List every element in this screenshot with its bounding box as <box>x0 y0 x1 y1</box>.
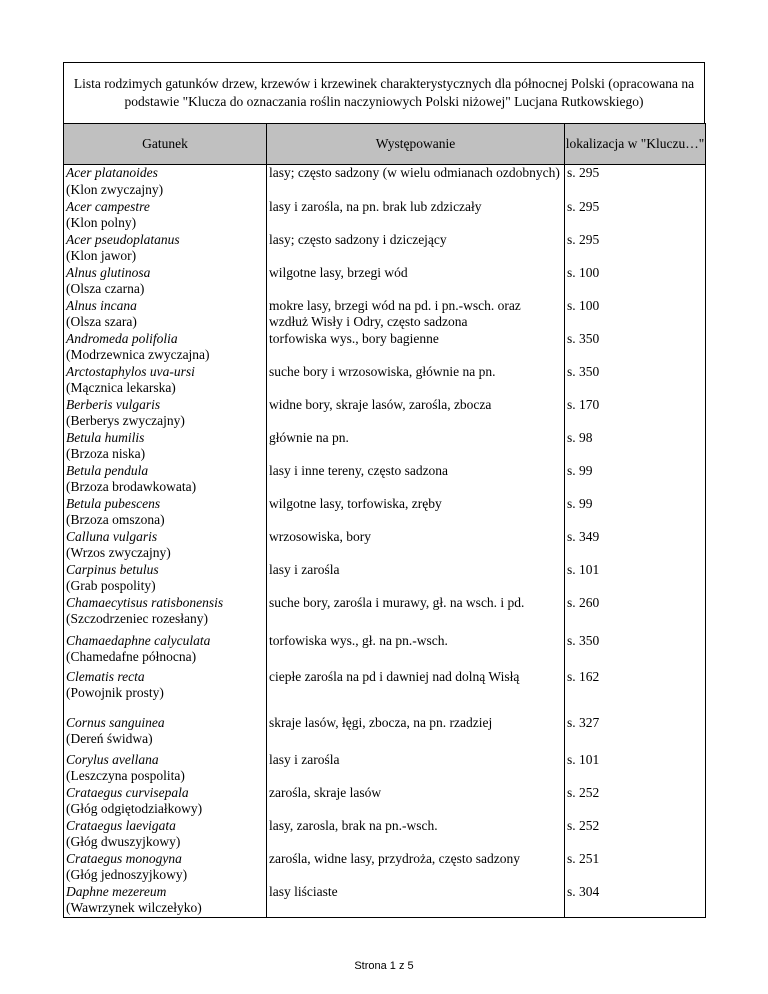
page-reference-cell: s. 350 <box>565 364 706 397</box>
species-cell <box>64 752 267 785</box>
page-reference-cell: s. 101 <box>565 752 706 785</box>
latin-name: Andromeda polifolia <box>66 330 178 346</box>
polish-name: (Mącznica lekarska) <box>66 380 176 395</box>
page-reference-cell: s. 162 <box>565 669 706 715</box>
species-cell <box>64 669 267 715</box>
page-reference-cell: s. 295 <box>565 165 706 199</box>
polish-name: (Szczodrzeniec rozesłany) <box>66 611 209 626</box>
latin-name: Berberis vulgaris <box>66 396 161 412</box>
species-cell <box>64 884 267 918</box>
polish-name: (Leszczyna pospolita) <box>66 768 185 783</box>
page-reference-cell: s. 252 <box>565 818 706 851</box>
latin-name: Alnus glutinosa <box>66 264 151 280</box>
page-reference-cell: s. 327 <box>565 715 706 752</box>
page-reference-cell: s. 295 <box>565 199 706 232</box>
polish-name: (Głóg odgiętodziałkowy) <box>66 801 203 816</box>
table-row <box>64 529 706 562</box>
table-row <box>64 851 706 884</box>
polish-name: (Olsza szara) <box>66 314 137 329</box>
occurrence-cell: suche bory, zarośla i murawy, gł. na wsch. i pd. <box>267 595 565 633</box>
species-table <box>63 123 706 918</box>
polish-name: (Berberys zwyczajny) <box>66 413 185 428</box>
page-reference-cell: s. 100 <box>565 298 706 331</box>
header-location: lokalizacja w "Kluczu…" <box>565 124 706 165</box>
table-row <box>64 298 706 331</box>
polish-name: (Brzoza niska) <box>66 446 146 461</box>
page-reference-cell: s. 304 <box>565 884 706 918</box>
table-row <box>64 595 706 633</box>
table-row <box>64 165 706 199</box>
occurrence-cell: lasy; często sadzony i dziczejący <box>267 232 565 265</box>
species-cell <box>64 633 267 669</box>
species-cell <box>64 818 267 851</box>
species-cell <box>64 199 267 232</box>
species-cell <box>64 715 267 752</box>
latin-name: Cornus sanguinea <box>66 714 165 730</box>
occurrence-cell: lasy i zarośla <box>267 752 565 785</box>
page-reference-cell: s. 252 <box>565 785 706 818</box>
occurrence-cell: torfowiska wys., gł. na pn.-wsch. <box>267 633 565 669</box>
page-reference-cell: s. 99 <box>565 496 706 529</box>
table-row <box>64 818 706 851</box>
species-cell <box>64 562 267 595</box>
latin-name: Daphne mezereum <box>66 883 167 899</box>
polish-name: (Klon polny) <box>66 215 137 230</box>
polish-name: (Brzoza brodawkowata) <box>66 479 197 494</box>
latin-name: Arctostaphylos uva-ursi <box>66 363 195 379</box>
occurrence-cell: wilgotne lasy, torfowiska, zręby <box>267 496 565 529</box>
species-cell <box>64 463 267 496</box>
latin-name: Crataegus monogyna <box>66 850 182 866</box>
table-row <box>64 752 706 785</box>
table-row <box>64 364 706 397</box>
table-header-row <box>64 124 706 165</box>
page-reference-cell: s. 251 <box>565 851 706 884</box>
page-footer: Strona 1 z 5 <box>354 960 414 972</box>
latin-name: Chamaecytisus ratisbonensis <box>66 594 224 610</box>
latin-name: Acer campestre <box>66 198 150 214</box>
page-reference-cell: s. 350 <box>565 331 706 364</box>
latin-name: Betula pendula <box>66 462 149 478</box>
latin-name: Acer platanoides <box>66 165 158 180</box>
table-row <box>64 430 706 463</box>
table-row <box>64 463 706 496</box>
page-reference-cell: s. 350 <box>565 633 706 669</box>
occurrence-cell: suche bory i wrzosowiska, głównie na pn. <box>267 364 565 397</box>
species-cell <box>64 851 267 884</box>
page-reference-cell: s. 99 <box>565 463 706 496</box>
polish-name: (Wrzos zwyczajny) <box>66 545 171 560</box>
latin-name: Crataegus laevigata <box>66 817 176 833</box>
polish-name: (Wawrzynek wilczełyko) <box>66 900 202 915</box>
page-reference-cell: s. 100 <box>565 265 706 298</box>
polish-name: (Głóg jednoszyjkowy) <box>66 867 188 882</box>
page-reference-cell: s. 101 <box>565 562 706 595</box>
page-reference-cell: s. 170 <box>565 397 706 430</box>
latin-name: Betula pubescens <box>66 495 161 511</box>
table-row <box>64 496 706 529</box>
polish-name: (Klon zwyczajny) <box>66 181 164 197</box>
species-cell <box>64 298 267 331</box>
occurrence-cell: zarośla, skraje lasów <box>267 785 565 818</box>
table-row <box>64 715 706 752</box>
document-title: Lista rodzimych gatunków drzew, krzewów i krzewinek charakterystycznych dla północnej Polski (opracowana na podstawie "Klucza do oznaczania roślin naczyniowych Polski niżowej" Lucjana Rutkowskiego) <box>63 62 705 124</box>
table-row <box>64 669 706 715</box>
polish-name: (Głóg dwuszyjkowy) <box>66 834 181 849</box>
table-row <box>64 884 706 918</box>
latin-name: Crataegus curvisepala <box>66 784 189 800</box>
table-row <box>64 199 706 232</box>
occurrence-cell: głównie na pn. <box>267 430 565 463</box>
table-row <box>64 785 706 818</box>
header-occurrence: Występowanie <box>267 124 565 165</box>
table-row <box>64 562 706 595</box>
species-cell <box>64 496 267 529</box>
occurrence-cell: skraje lasów, łęgi, zbocza, na pn. rzadziej <box>267 715 565 752</box>
latin-name: Corylus avellana <box>66 751 159 767</box>
table-row <box>64 397 706 430</box>
occurrence-cell: torfowiska wys., bory bagienne <box>267 331 565 364</box>
occurrence-cell: lasy i inne tereny, często sadzona <box>267 463 565 496</box>
header-species: Gatunek <box>64 124 267 165</box>
occurrence-cell: lasy, zarosla, brak na pn.-wsch. <box>267 818 565 851</box>
occurrence-cell: lasy liściaste <box>267 884 565 918</box>
page-reference-cell: s. 98 <box>565 430 706 463</box>
polish-name: (Grab pospolity) <box>66 578 156 593</box>
species-cell <box>64 165 267 199</box>
occurrence-cell: lasy; często sadzony (w wielu odmianach ozdobnych) <box>267 165 565 199</box>
latin-name: Chamaedaphne calyculata <box>66 632 211 648</box>
page-reference-cell: s. 349 <box>565 529 706 562</box>
polish-name: (Brzoza omszona) <box>66 512 165 527</box>
polish-name: (Dereń świdwa) <box>66 731 153 746</box>
table-body <box>64 165 706 918</box>
table-row <box>64 265 706 298</box>
occurrence-cell: zarośla, widne lasy, przydroża, często sadzony <box>267 851 565 884</box>
species-cell <box>64 331 267 364</box>
polish-name: (Powojnik prosty) <box>66 685 164 700</box>
occurrence-cell: wrzosowiska, bory <box>267 529 565 562</box>
polish-name: (Klon jawor) <box>66 248 137 263</box>
species-cell <box>64 364 267 397</box>
polish-name: (Chamedafne północna) <box>66 649 197 664</box>
table-row <box>64 232 706 265</box>
occurrence-cell: mokre lasy, brzegi wód na pd. i pn.-wsch. oraz wzdłuż Wisły i Odry, często sadzona <box>267 298 565 331</box>
latin-name: Clematis recta <box>66 668 145 684</box>
occurrence-cell: wilgotne lasy, brzegi wód <box>267 265 565 298</box>
table-row <box>64 633 706 669</box>
species-cell <box>64 232 267 265</box>
polish-name: (Olsza czarna) <box>66 281 145 296</box>
page-reference-cell: s. 260 <box>565 595 706 633</box>
polish-name: (Modrzewnica zwyczajna) <box>66 347 210 362</box>
species-cell <box>64 397 267 430</box>
species-cell <box>64 430 267 463</box>
occurrence-cell: lasy i zarośla, na pn. brak lub zdziczały <box>267 199 565 232</box>
latin-name: Acer pseudoplatanus <box>66 231 180 247</box>
species-cell <box>64 265 267 298</box>
page-reference-cell: s. 295 <box>565 232 706 265</box>
latin-name: Carpinus betulus <box>66 561 159 577</box>
species-cell <box>64 595 267 633</box>
occurrence-cell: ciepłe zarośla na pd i dawniej nad dolną Wisłą <box>267 669 565 715</box>
latin-name: Alnus incana <box>66 297 137 313</box>
table-row <box>64 331 706 364</box>
latin-name: Betula humilis <box>66 429 145 445</box>
occurrence-cell: lasy i zarośla <box>267 562 565 595</box>
latin-name: Calluna vulgaris <box>66 528 158 544</box>
occurrence-cell: widne bory, skraje lasów, zarośla, zbocza <box>267 397 565 430</box>
species-cell <box>64 785 267 818</box>
species-cell <box>64 529 267 562</box>
